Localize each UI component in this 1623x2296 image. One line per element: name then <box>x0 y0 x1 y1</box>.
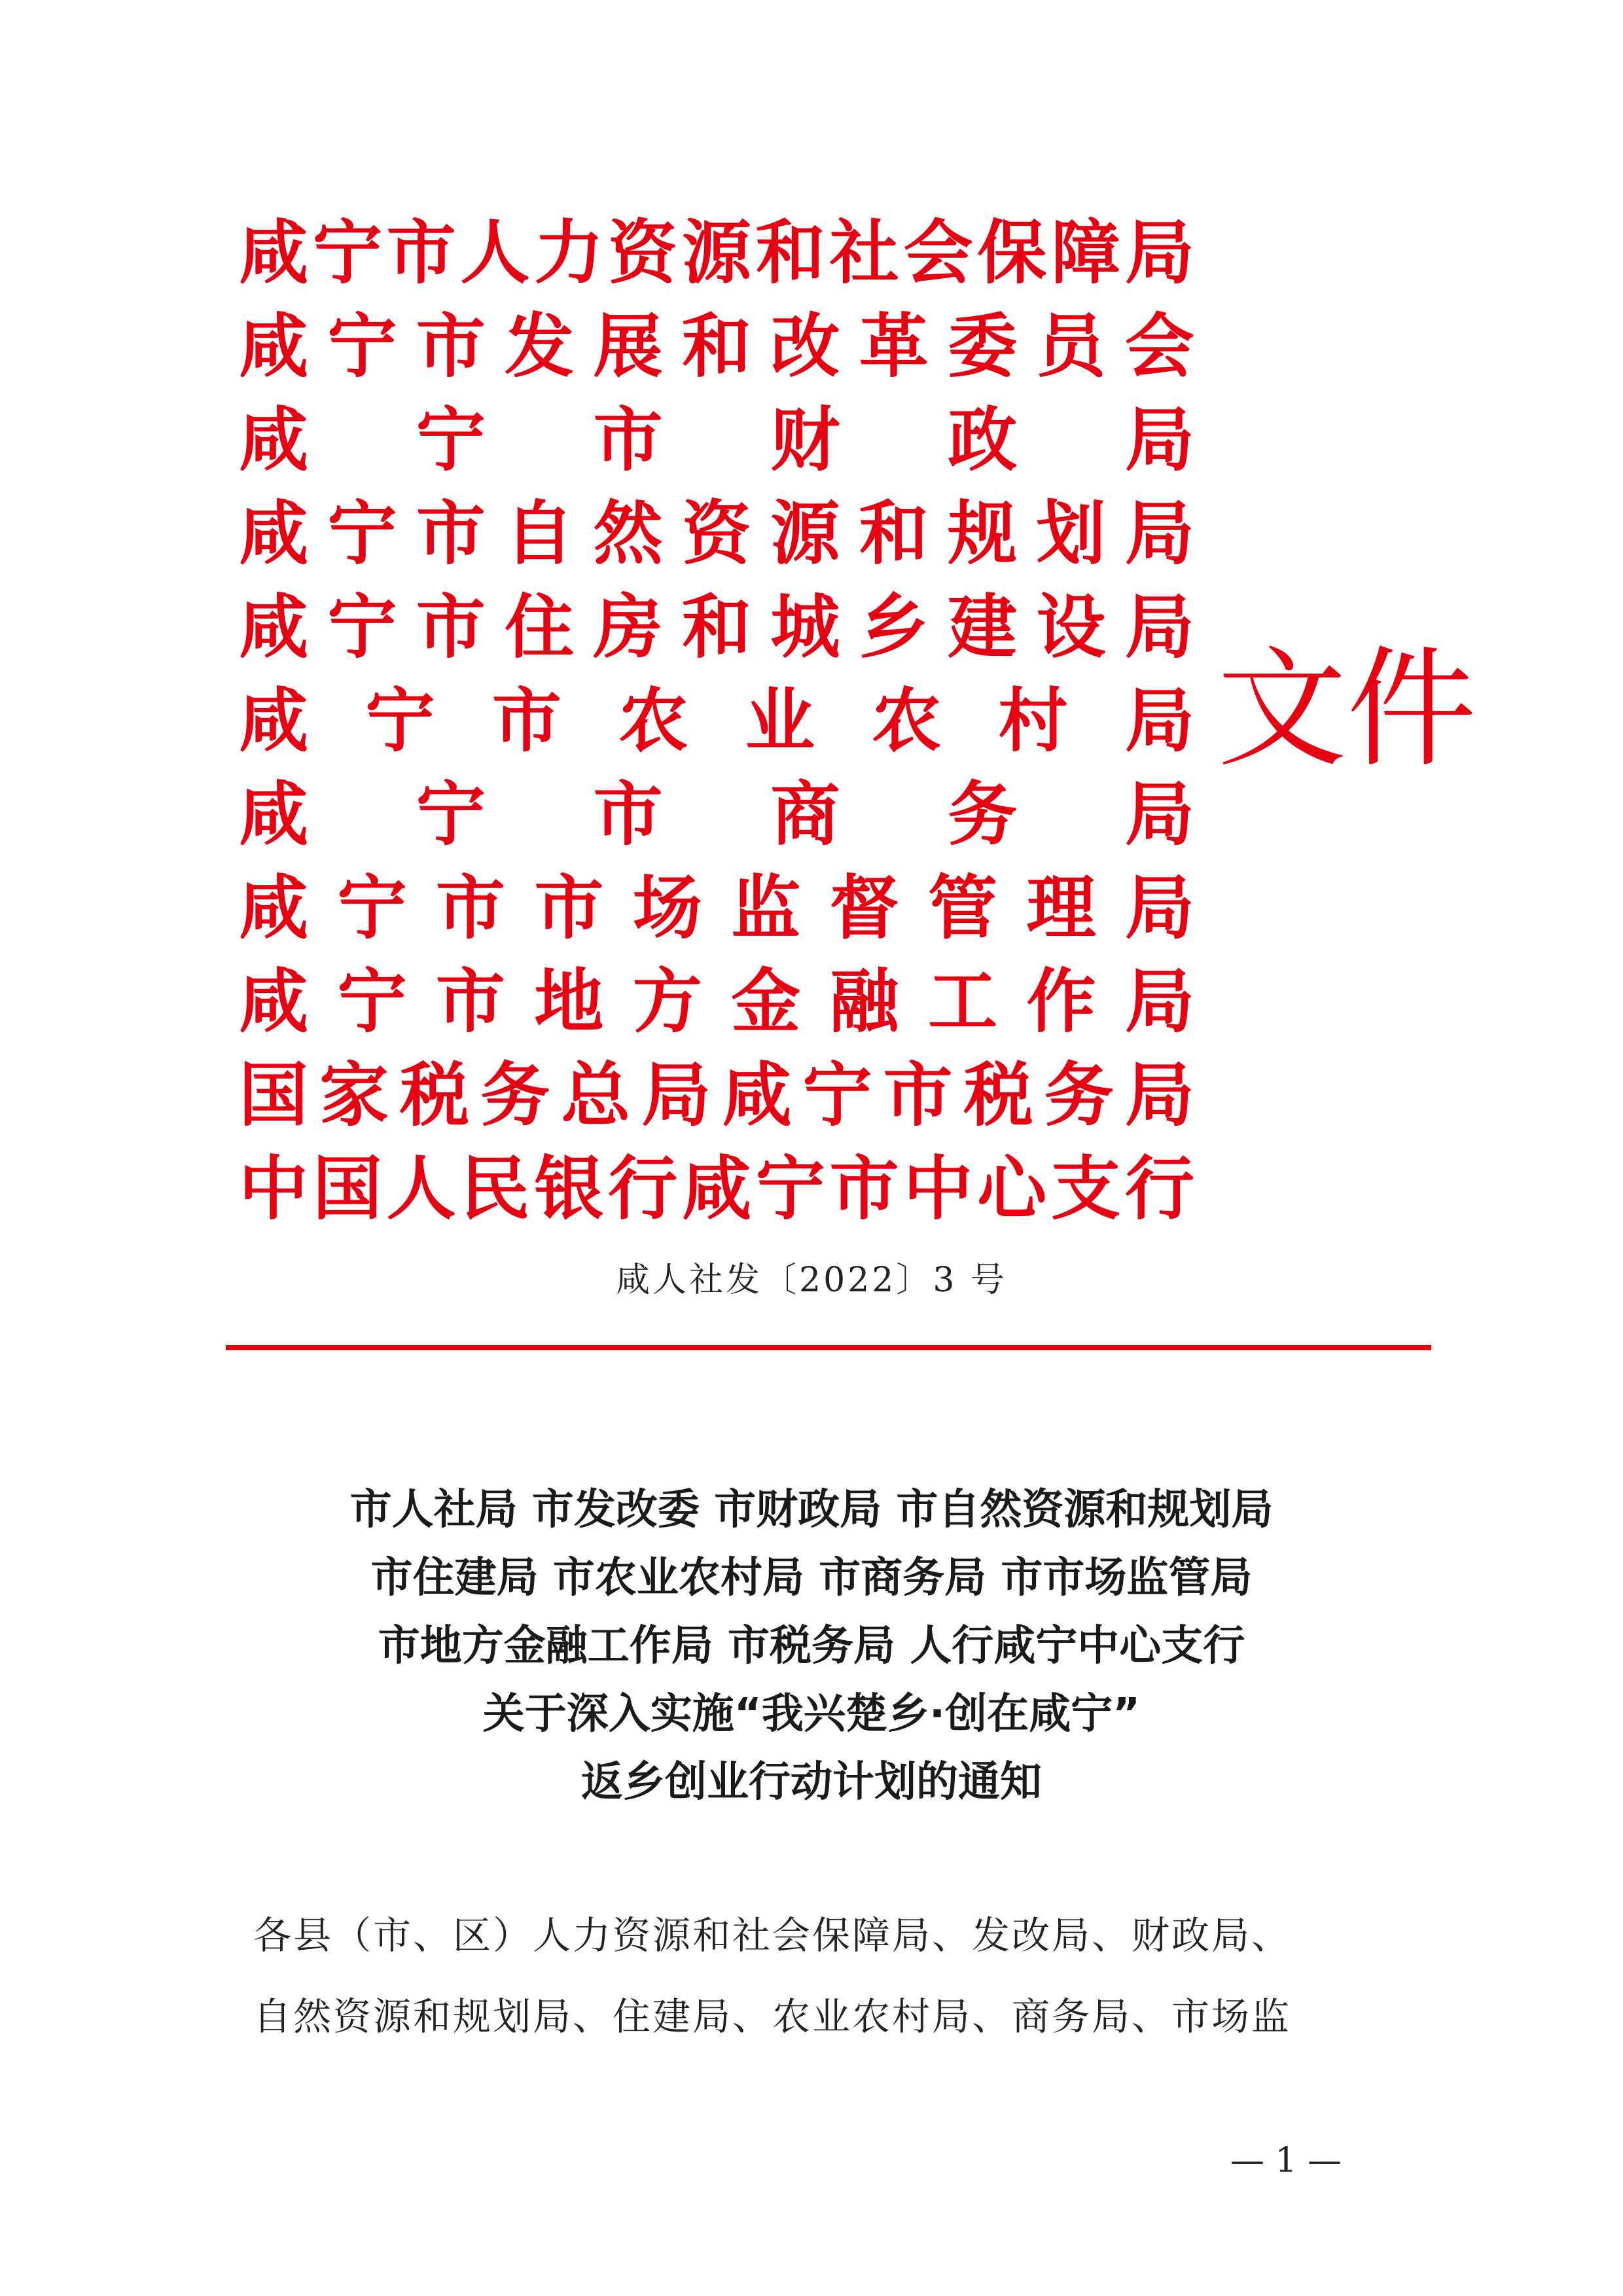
issuer-char: 和 <box>681 586 751 668</box>
issuer-char: 人 <box>460 212 530 293</box>
issuer-char: 咸 <box>239 586 308 668</box>
issuer-char: 方 <box>632 961 702 1042</box>
red-divider-line <box>226 1345 1431 1350</box>
issuer-char: 咸 <box>239 493 308 574</box>
issuer-char: 银 <box>534 1148 604 1229</box>
issuer-char: 力 <box>534 212 604 293</box>
issuer-char: 员 <box>1036 306 1106 387</box>
issuer-char: 管 <box>928 867 998 948</box>
issuer-char: 房 <box>593 586 663 668</box>
issuer-char: 市 <box>829 1148 899 1229</box>
issuer-char: 然 <box>593 493 663 574</box>
issuer-line <box>239 393 1194 487</box>
issuer-char: 宁 <box>416 774 486 855</box>
issuer-char: 村 <box>998 680 1068 761</box>
issuer-char: 资 <box>681 493 751 574</box>
title-line: 返乡创业行动计划的通知 <box>581 1758 1042 1806</box>
issuer-char: 中 <box>903 1148 973 1229</box>
issuer-char: 局 <box>1124 586 1194 668</box>
issuer-char: 支 <box>1051 1148 1121 1229</box>
issuer-line <box>239 674 1194 768</box>
issuer-line <box>239 487 1194 581</box>
issuer-char: 融 <box>829 961 899 1042</box>
issuer-char: 宁 <box>327 493 397 574</box>
issuer-char: 民 <box>460 1148 530 1229</box>
title-line: 关于深入实施“我兴楚乡·创在咸宁” <box>482 1690 1141 1738</box>
issuer-char: 宁 <box>755 1148 825 1229</box>
issuer-char: 会 <box>903 212 973 293</box>
page-number: — 1 — <box>1230 2141 1342 2180</box>
issuer-char: 理 <box>1026 867 1096 948</box>
document-number: 咸人社发〔2022〕3 号 <box>616 1261 1007 1300</box>
issuer-char: 局 <box>1124 399 1194 480</box>
issuer-char: 务 <box>480 1054 550 1136</box>
issuer-char: 心 <box>977 1148 1047 1229</box>
issuing-authorities <box>239 206 1194 1236</box>
issuer-char: 市 <box>386 212 456 293</box>
issuer-char: 宁 <box>327 306 397 387</box>
issuer-char: 督 <box>829 867 899 948</box>
title-line: 市地方金融工作局 市税务局 人行咸宁中心支行 <box>378 1622 1245 1670</box>
issuer-char: 展 <box>593 306 663 387</box>
issuer-line <box>239 861 1194 955</box>
issuer-char: 政 <box>948 399 1018 480</box>
issuer-char: 咸 <box>239 212 308 293</box>
issuer-line <box>239 768 1194 861</box>
document-suffix: 文件 <box>1217 634 1476 785</box>
issuer-char: 委 <box>948 306 1018 387</box>
issuer-char: 行 <box>1124 1148 1194 1229</box>
issuer-char: 市 <box>416 306 486 387</box>
issuer-char: 保 <box>977 212 1047 293</box>
issuer-char: 会 <box>1124 306 1194 387</box>
issuer-char: 咸 <box>722 1054 792 1136</box>
issuer-char: 税 <box>400 1054 470 1136</box>
issuer-line <box>239 955 1194 1049</box>
issuer-line <box>239 1142 1194 1236</box>
issuer-char: 财 <box>770 399 840 480</box>
body-line: 自然资源和规划局、住建局、农业农村局、商务局、市场监 <box>253 1994 1292 2039</box>
issuer-char: 发 <box>505 306 575 387</box>
issuer-char: 局 <box>1124 1054 1194 1136</box>
issuer-line <box>239 300 1194 393</box>
document-title <box>0 1476 1623 1816</box>
issuer-char: 宁 <box>365 680 435 761</box>
issuer-char: 障 <box>1051 212 1121 293</box>
issuer-line <box>239 581 1194 674</box>
issuer-char: 局 <box>1124 493 1194 574</box>
issuer-char: 税 <box>963 1054 1033 1136</box>
issuer-char: 市 <box>416 493 486 574</box>
issuer-char: 局 <box>1124 867 1194 948</box>
issuer-char: 宁 <box>312 212 382 293</box>
issuer-char: 宁 <box>337 961 407 1042</box>
issuer-char: 务 <box>948 774 1018 855</box>
issuer-char: 设 <box>1036 586 1106 668</box>
issuer-char: 金 <box>731 961 801 1042</box>
issuer-char: 农 <box>872 680 942 761</box>
issuer-char: 市 <box>416 586 486 668</box>
issuer-char: 局 <box>1124 774 1194 855</box>
issuer-char: 咸 <box>239 680 308 761</box>
issuer-char: 住 <box>505 586 575 668</box>
issuer-char: 咸 <box>239 961 308 1042</box>
issuer-char: 国 <box>239 1054 308 1136</box>
issuer-char: 市 <box>435 961 505 1042</box>
issuer-char: 国 <box>312 1148 382 1229</box>
issuer-char: 城 <box>770 586 840 668</box>
issuer-char: 局 <box>1124 680 1194 761</box>
issuer-char: 和 <box>859 493 929 574</box>
issuer-char: 市 <box>435 867 505 948</box>
issuer-char: 规 <box>948 493 1018 574</box>
issuer-char: 革 <box>859 306 929 387</box>
issuer-char: 和 <box>755 212 825 293</box>
issuer-char: 自 <box>505 493 575 574</box>
issuer-char: 宁 <box>802 1054 872 1136</box>
issuer-char: 市 <box>534 867 604 948</box>
issuer-char: 商 <box>770 774 840 855</box>
issuer-line <box>239 206 1194 300</box>
issuer-char: 咸 <box>239 399 308 480</box>
issuer-char: 局 <box>1124 212 1194 293</box>
issuer-char: 划 <box>1036 493 1106 574</box>
issuer-char: 行 <box>608 1148 678 1229</box>
issuer-char: 建 <box>948 586 1018 668</box>
issuer-char: 地 <box>534 961 604 1042</box>
title-line: 市人社局 市发改委 市财政局 市自然资源和规划局 <box>349 1486 1274 1534</box>
document-body <box>253 1895 1379 2057</box>
issuer-line <box>239 1049 1194 1142</box>
issuer-char: 中 <box>239 1148 308 1229</box>
issuer-char: 作 <box>1026 961 1096 1042</box>
issuer-char: 局 <box>1124 961 1194 1042</box>
issuer-char: 市 <box>491 680 562 761</box>
issuer-char: 家 <box>319 1054 389 1136</box>
issuer-char: 咸 <box>681 1148 751 1229</box>
issuer-char: 咸 <box>239 774 308 855</box>
issuer-char: 改 <box>770 306 840 387</box>
issuer-char: 市 <box>593 399 663 480</box>
issuer-char: 工 <box>928 961 998 1042</box>
issuer-char: 社 <box>829 212 899 293</box>
issuer-char: 咸 <box>239 867 308 948</box>
issuer-char: 源 <box>770 493 840 574</box>
title-line: 市住建局 市农业农村局 市商务局 市市场监管局 <box>370 1554 1253 1602</box>
issuer-char: 和 <box>681 306 751 387</box>
issuer-char: 市 <box>593 774 663 855</box>
issuer-char: 场 <box>632 867 702 948</box>
body-line: 各县（市、区）人力资源和社会保障局、发改局、财政局、 <box>253 1913 1292 1958</box>
issuer-char: 宁 <box>416 399 486 480</box>
issuer-char: 农 <box>618 680 688 761</box>
issuer-char: 局 <box>641 1054 711 1136</box>
issuer-char: 宁 <box>337 867 407 948</box>
issuer-char: 咸 <box>239 306 308 387</box>
issuer-char: 监 <box>731 867 801 948</box>
issuer-char: 宁 <box>327 586 397 668</box>
issuer-char: 源 <box>681 212 751 293</box>
issuer-char: 务 <box>1044 1054 1114 1136</box>
issuer-char: 资 <box>608 212 678 293</box>
issuer-char: 乡 <box>859 586 929 668</box>
issuer-char: 总 <box>561 1054 631 1136</box>
issuer-char: 市 <box>883 1054 953 1136</box>
issuer-char: 人 <box>386 1148 456 1229</box>
issuer-char: 业 <box>745 680 815 761</box>
